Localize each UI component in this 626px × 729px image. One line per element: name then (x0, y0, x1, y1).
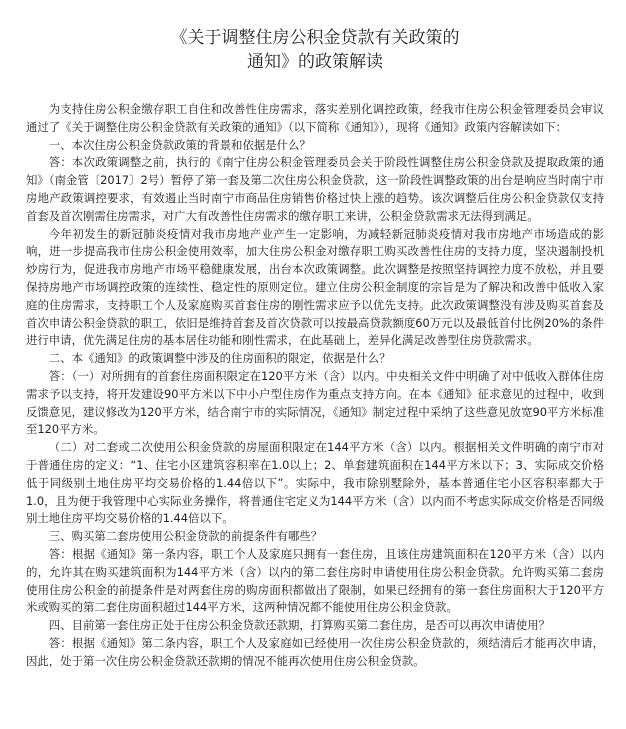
question-heading: 二、本《通知》的政策调整中涉及的住房面积的限定，依据是什么？ (48, 351, 391, 366)
question-heading: 四、目前第一套住房正处于住房公积金贷款还款期，打算购买第二套住房，是否可以再次申请使用？ (48, 618, 550, 633)
title-line-2: 通知》的政策解读 (247, 52, 383, 72)
title-line-1: 《关于调整住房公积金贷款有关政策的 (170, 28, 460, 48)
page-title (26, 26, 604, 74)
answer-paragraph: 答：根据《通知》第一条内容，职工个人及家庭只拥有一套住房，且该住房建筑面积在120平方米（含）以内的，允许其在购买建筑面积为144平方米（含）以内的第二套住房时申请使用住房公积金贷款。允许购买第二套房使用住房公积金的前提条件是对两套住房的购房面积都做出了限制，如果已经拥有的第一套住房面积大于120平方米或购买的第二套住房面积超过144平方米，这两种情况都不能使用住房公积金贷款。 (26, 546, 604, 615)
intro-paragraph: 为支持住房公积金缴存职工自住和改善性住房需求，落实差别化调控政策，经我市住房公积金管理委员会审议通过了《关于调整住房公积金贷款有关政策的通知》（以下简称《通知》），现将《通知》政策内容解读如下： (26, 102, 604, 134)
answer-paragraph: 答：根据《通知》第二条内容，职工个人及家庭如已经使用一次住房公积金贷款的，须结清后才能再次申请，因此，处于第一次住房公积金贷款还款期的情况不能再次使用住房公积金贷款。 (26, 635, 604, 668)
document-body (26, 101, 604, 671)
answer-paragraph: 今年初发生的新冠肺炎疫情对我市房地产业产生一定影响，为减轻新冠肺炎疫情对我市房地产市场造成的影响，进一步提高我市住房公积金使用效率，加大住房公积金对缴存职工购买改善性住房的支持力度，坚决遏制投机炒房行为，促进我市房地产市场平稳健康发展，出台本次政策调整。此次调整是按照坚持调控力度不放松，并且要保持房地产市场调控政策的连续性、稳定性的原则定位。建立住房公积金制度的宗旨是为了解决和改善中低收入家庭的住房需求，支持职工个人及家庭购买首套住房的刚性需求应予以优先支持。此次政策调整没有涉及购买首套及首次申请公积金贷款的职工，依旧是维持首套及首次贷款可以按最高贷款额度60万元以及最低首付比例20%的条件进行申请，优先满足住房的基本居住功能和刚性需求，在此基础上，差异化满足改善型住房贷款需求。 (26, 226, 604, 348)
question-heading: 一、本次住房公积金贷款政策的背景和依据是什么？ (48, 137, 311, 152)
answer-paragraph: 答：（一）对所拥有的首套住房面积限定在120平方米（含）以内。中央相关文件中明确了对中低收入群体住房需求予以支持，将开发建设90平方米以下中小户型住房作为重点支持方向。在本《通知》征求意见的过程中，收到反馈意见，建议修改为120平方米，结合南宁市的实际情况，《通知》制定过程中采纳了这些意见放宽90平方米标准至120平方米。 (26, 368, 604, 437)
answer-paragraph: （二）对二套或二次使用公积金贷款的房屋面积限定在144平方米（含）以内。根据相关文件明确的南宁市对于普通住房的定义：“1、住宅小区建筑容积率在1.0以上；2、单套建筑面积在144平方米以下；3、实际成交价格低于同级别土地住房平均交易价格的1.44倍以下”。实际中，我市除别墅除外，基本普通住宅小区容积率都大于1.0，且为便于我管理中心实际业务操作，将普通住宅定义为144平方米（含）以内而不考虑实际成交价格是否同级别土地住房平均交易价格的1.44倍以下。 (26, 440, 604, 526)
question-heading: 三、购买第二套房使用公积金贷款的前提条件有哪些？ (48, 529, 323, 544)
answer-paragraph: 答：本次政策调整之前，执行的《南宁住房公积金管理委员会关于阶段性调整住房公积金贷款及提取政策的通知》（南金管〔2017〕2号）暂停了第一套及第二次住房公积金贷款，这一阶段性调整政策的出台是响应当时南宁市房地产政策调控要求，有效遏止当时南宁市商品住房销售价格过快上涨的趋势。该次调整后住房公积金贷款仅支持首套及首次刚需住房需求，对广大有改善性住房需求的缴存职工来讲，公积金贷款需求无法得到满足。 (26, 155, 604, 223)
